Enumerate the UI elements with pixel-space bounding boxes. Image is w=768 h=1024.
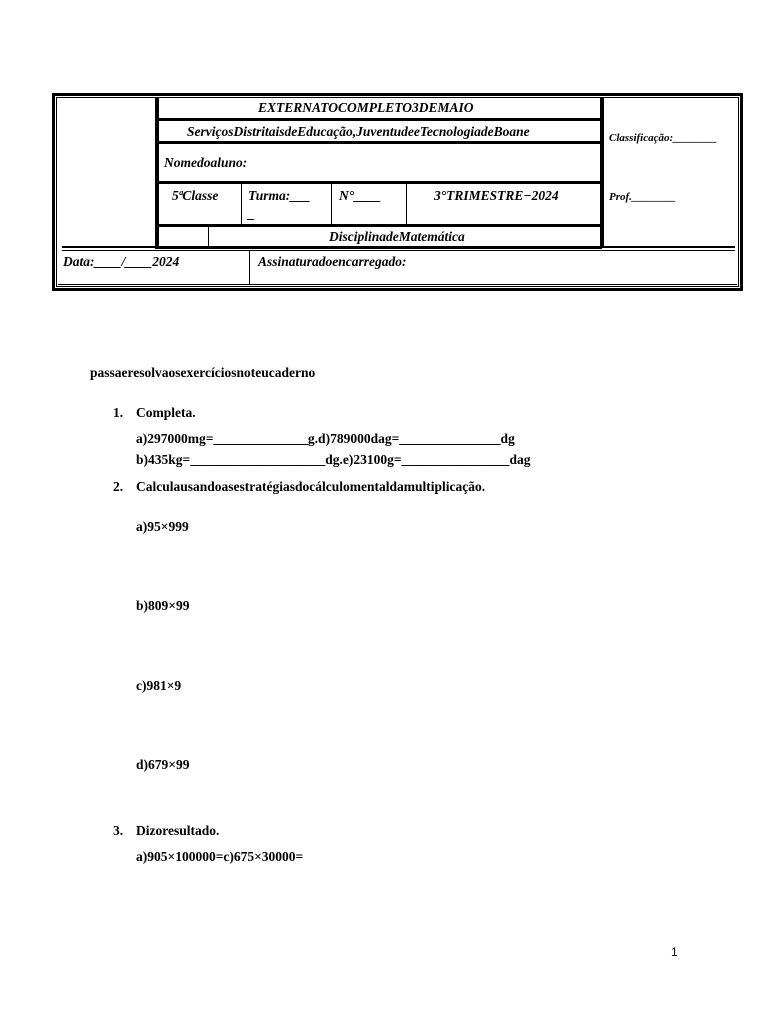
col-div-2 [331, 184, 332, 224]
student-name-label: Nomedoaluno: [164, 155, 248, 170]
q3-title: Dizoresultado. [136, 823, 220, 838]
row-separator-bottom [62, 250, 735, 251]
prof-label: Prof.________ [609, 191, 676, 203]
page-number: 1 [671, 945, 678, 959]
col-div-disc [208, 227, 209, 246]
q1-title: Completa. [136, 405, 196, 420]
q2-title: Calculausandoasestratégiasdocálculomentaldamultiplicação. [136, 479, 486, 494]
classe-label: 5ªClasse [172, 188, 219, 203]
q2-item-d: d)679×99 [136, 757, 190, 772]
trimestre-label: 3°TRIMESTRE−2024 [434, 188, 559, 203]
q2-item-b: b)809×99 [136, 598, 190, 613]
services-title: ServiçosDistritaisdeEducação,JuventudeeTecnologiadeBoane [187, 124, 530, 139]
q1-number: 1. [113, 405, 124, 420]
q3-line1: a)905×100000=c)675×30000= [136, 849, 304, 864]
classificacao-label: Classificação:________ [609, 132, 718, 144]
disciplina-label: DisciplinadeMatemática [329, 229, 465, 244]
q2-number: 2. [113, 479, 124, 494]
row-separator-top [62, 246, 735, 248]
q1-line1: a)297000mg=______________g.d)789000dag=_______________dg [136, 431, 515, 446]
numero-label: N°____ [339, 188, 382, 203]
col-div-1 [241, 184, 242, 224]
row-border-2 [155, 141, 602, 144]
row-border-3 [155, 181, 602, 184]
q2-item-a: a)95×999 [136, 519, 189, 534]
row-border-4 [155, 224, 602, 227]
col-div-3 [406, 184, 407, 224]
q3-number: 3. [113, 823, 124, 838]
row-border-1 [155, 118, 602, 121]
q1-line2: b)435kg=____________________dg.e)23100g=________________dag [136, 452, 531, 467]
data-label: Data:____/____2024 [63, 254, 180, 269]
col-div-data [249, 251, 250, 285]
turma-continuation: _ [248, 206, 255, 221]
row-bottom-line [58, 284, 737, 285]
q2-item-c: c)981×9 [136, 678, 182, 693]
school-name: EXTERNATOCOMPLETO3DEMAIO [258, 100, 474, 115]
instruction-text: passaeresolvaosexercíciosnoteucaderno [90, 365, 316, 380]
turma-label: Turma:___ [248, 188, 311, 203]
assinatura-label: Assinaturadoencarregado: [258, 254, 407, 269]
